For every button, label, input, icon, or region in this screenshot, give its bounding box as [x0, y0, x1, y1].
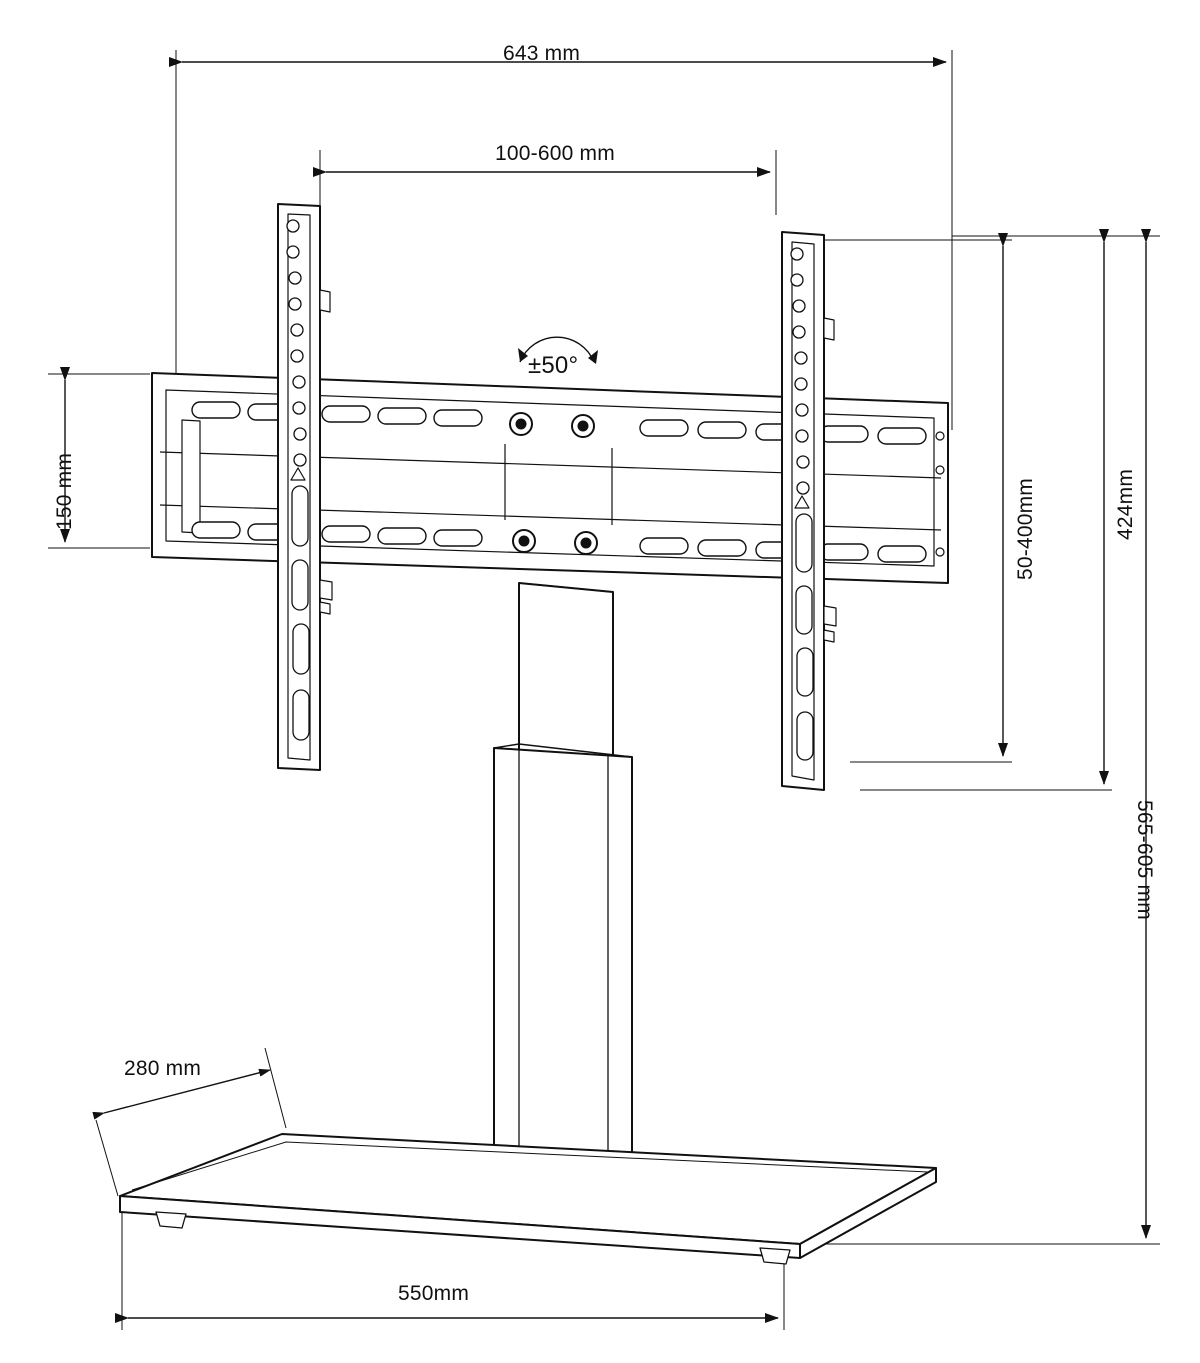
dim-label-vesa-height: 50-400mm [1014, 478, 1037, 580]
dim-label-base-width: 550mm [398, 1282, 470, 1305]
dim-label-vesa-width: 100-600 mm [495, 142, 615, 165]
dim-label-base-depth: 280 mm [124, 1057, 202, 1080]
dim-label-overall-width: 643 mm [503, 42, 581, 65]
dim-label-tilt-angle: ±50° [528, 352, 579, 379]
dim-label-bracket-height: 150 mm [53, 452, 76, 530]
dim-label-post-height: 424mm [1114, 468, 1137, 540]
dim-label-total-height: 565-605 mm [1133, 800, 1156, 920]
